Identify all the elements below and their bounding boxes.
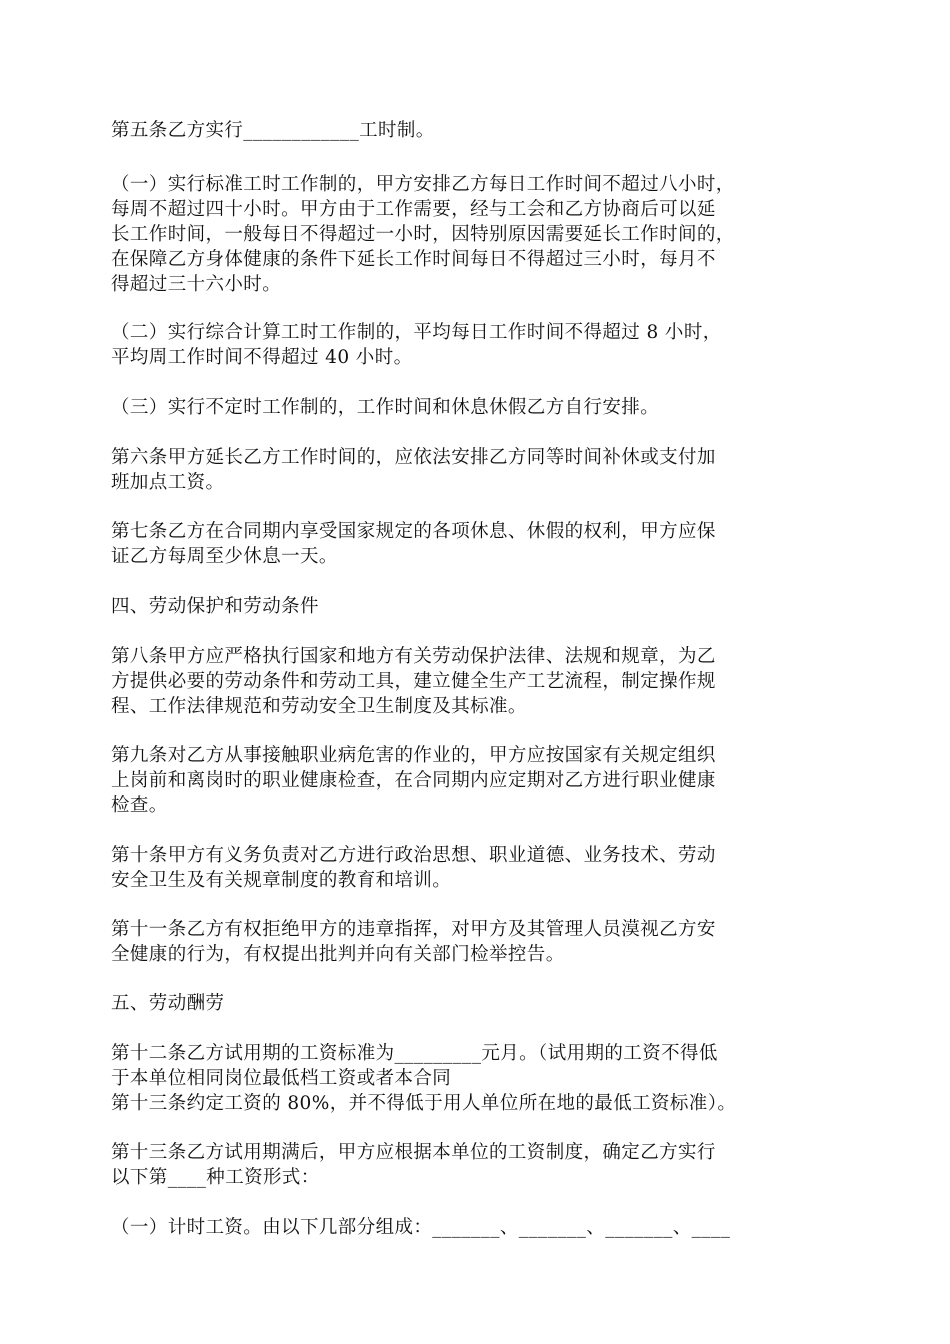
text-line: 第六条甲方延长乙方工作时间的，应依法安排乙方同等时间补休或支付加 [111,447,716,468]
text-line: 第八条甲方应严格执行国家和地方有关劳动保护法律、法规和规章，为乙 [111,646,716,667]
text-line: 第十二条乙方试用期的工资标准为_________元月。（试用期的工资不得低 [111,1043,718,1064]
section-heading-5 [111,991,851,1016]
text-line: 第七条乙方在合同期内享受国家规定的各项休息、休假的权利，甲方应保 [111,521,716,542]
text-line: 方提供必要的劳动条件和劳动工具，建立健全生产工艺流程，制定操作规 [111,671,716,692]
clause-5 [111,118,851,143]
text-line: 检查。 [111,795,168,816]
clause-11 [111,917,851,967]
text-line: 第十三条约定工资的 80%，并不得低于用人单位所在地的最低工资标准）。 [111,1093,737,1114]
text-line: 每周不超过四十小时。甲方由于工作需要，经与工会和乙方协商后可以延 [111,199,716,220]
clause-6 [111,445,851,495]
clause-5-item-2 [111,320,851,370]
clause-9 [111,743,851,818]
text-line: 证乙方每周至少休息一天。 [111,546,338,567]
text-line: 五、劳动酬劳 [111,993,225,1014]
text-line: 得超过三十六小时。 [111,274,282,295]
text-line: 长工作时间，一般每日不得超过一小时，因特别原因需要延长工作时间的， [111,224,735,245]
text-line: 安全卫生及有关规章制度的教育和培训。 [111,870,452,891]
text-line: 第五条乙方实行____________工时制。 [111,120,435,141]
text-line: 上岗前和离岗时的职业健康检查，在合同期内应定期对乙方进行职业健康 [111,770,716,791]
clause-10 [111,843,851,893]
text-line: 班加点工资。 [111,472,225,493]
clause-7 [111,519,851,569]
section-heading-4 [111,594,851,619]
text-line: 第十一条乙方有权拒绝甲方的违章指挥，对甲方及其管理人员漠视乙方安 [111,919,716,940]
text-line: 以下第____种工资形式： [111,1167,320,1188]
text-line: 在保障乙方身体健康的条件下延长工作时间每日不得超过三小时，每月不 [111,249,716,270]
clause-13 [111,1140,851,1190]
clause-5-item-1 [111,172,851,297]
clause-5-item-3 [111,395,851,420]
text-line: 于本单位相同岗位最低档工资或者本合同 [111,1068,452,1089]
clause-12 [111,1041,851,1116]
text-line: 全健康的行为，有权提出批判并向有关部门检举控告。 [111,944,565,965]
text-line: 四、劳动保护和劳动条件 [111,596,319,617]
text-line: 第九条对乙方从事接触职业病危害的作业的，甲方应按国家有关规定组织 [111,745,716,766]
text-line: （一）实行标准工时工作制的，甲方安排乙方每日工作时间不超过八小时， [111,174,735,195]
text-line: 第十条甲方有义务负责对乙方进行政治思想、职业道德、业务技术、劳动 [111,845,716,866]
text-line: 程、工作法律规范和劳动安全卫生制度及其标准。 [111,696,527,717]
text-line: 第十三条乙方试用期满后，甲方应根据本单位的工资制度，确定乙方实行 [111,1142,716,1163]
text-line: 平均周工作时间不得超过 40 小时。 [111,347,413,368]
text-line: （三）实行不定时工作制的，工作时间和休息休假乙方自行安排。 [111,397,660,418]
clause-13-item-1 [111,1215,851,1240]
text-line: （二）实行综合计算工时工作制的，平均每日工作时间不得超过 8 小时， [111,322,722,343]
clause-8 [111,644,851,719]
text-line: （一）计时工资。由以下几部分组成：_______、_______、_______、____ [111,1217,731,1238]
